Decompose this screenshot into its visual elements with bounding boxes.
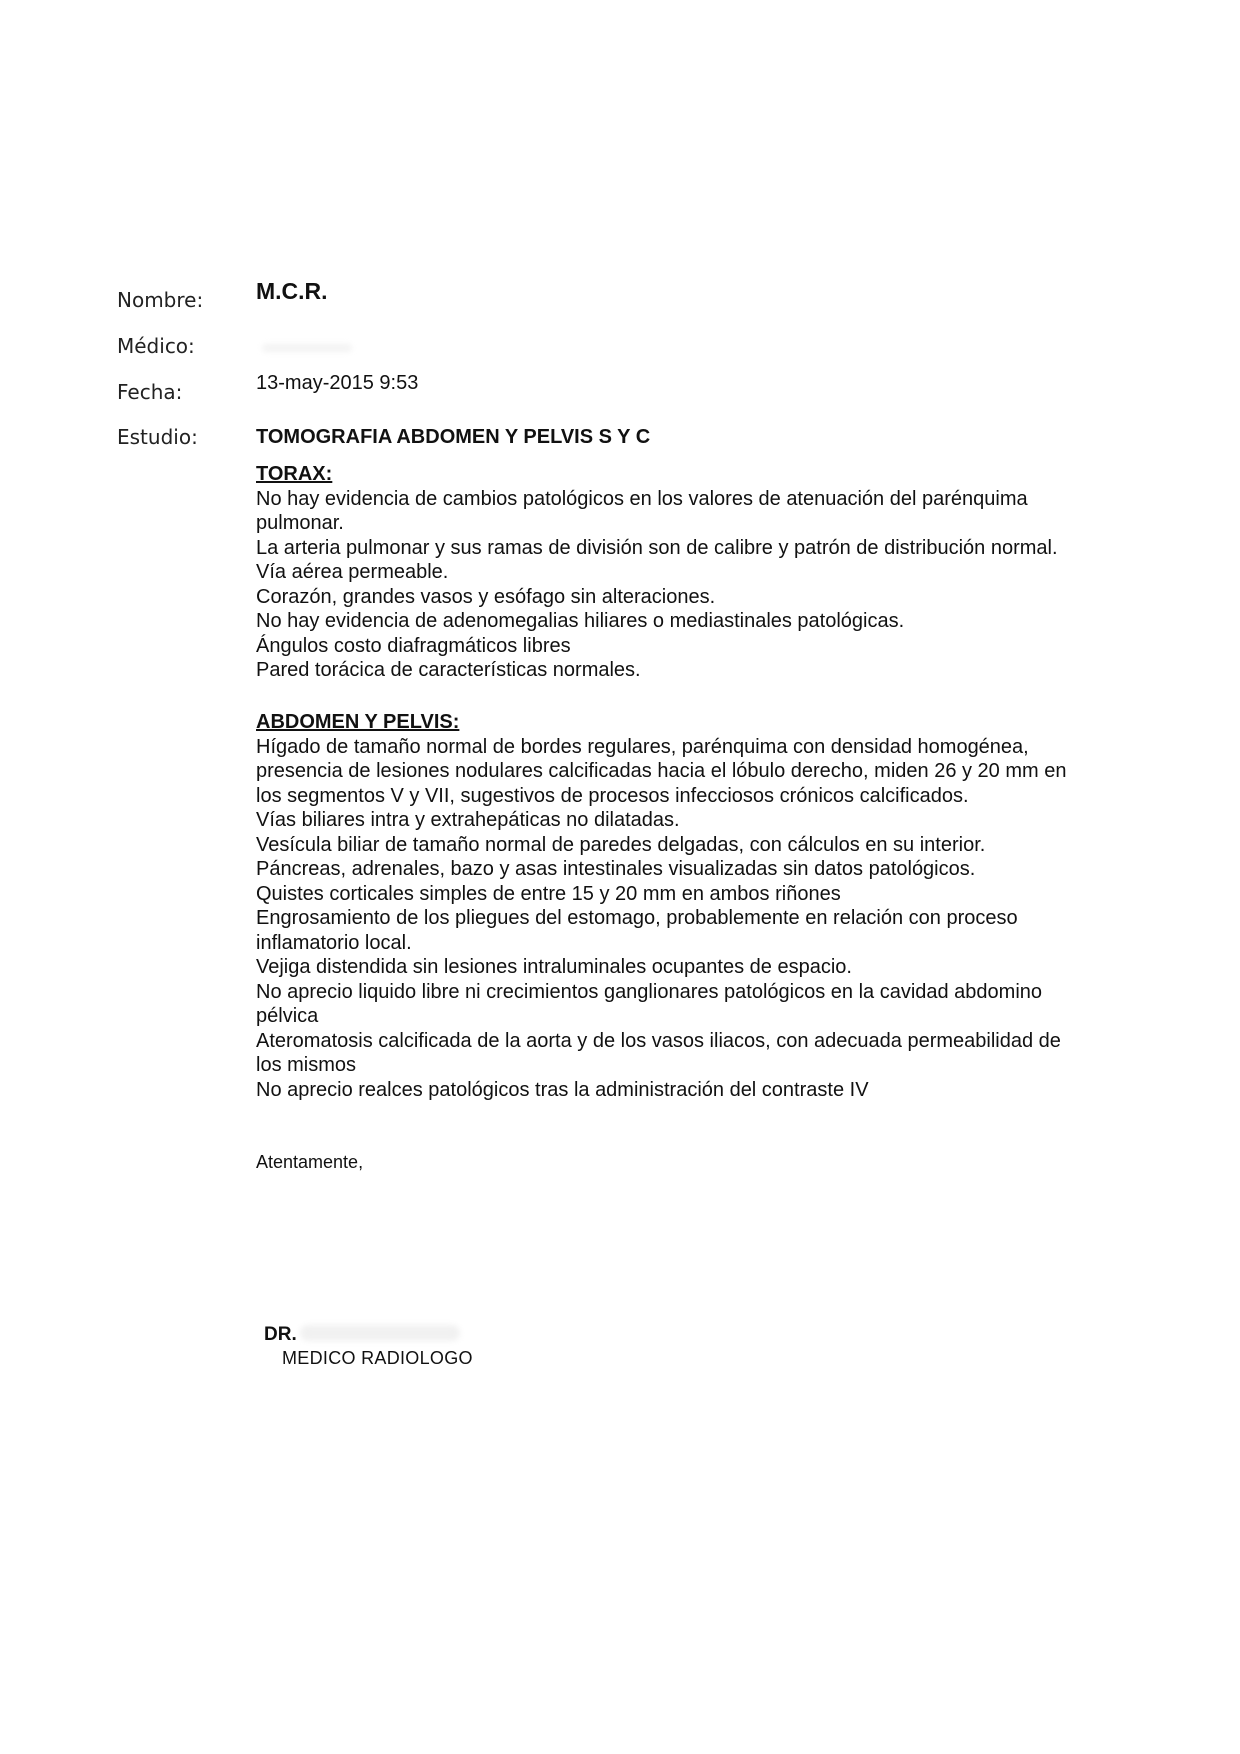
torax-line: La arteria pulmonar y sus ramas de división son de calibre y patrón de distribución normal. xyxy=(256,536,1058,559)
closing-text: Atentamente, xyxy=(256,1152,364,1172)
abdomen-line: No aprecio realces patológicos tras la administración del contraste IV xyxy=(256,1078,869,1101)
signature-prefix: DR. xyxy=(264,1324,297,1345)
abdomen-section xyxy=(256,710,1156,1102)
torax-line: Pared torácica de características normales. xyxy=(256,659,641,681)
torax-line: Ángulos costo diafragmáticos libres xyxy=(256,634,571,657)
abdomen-line: Vías biliares intra y extrahepáticas no dilatadas. xyxy=(256,809,680,831)
torax-line: No hay evidencia de adenomegalias hiliares o mediastinales patológicas. xyxy=(256,610,905,632)
abdomen-line: Vesícula biliar de tamaño normal de paredes delgadas, con cálculos en su interior. xyxy=(256,833,986,856)
redacted-doctor-name xyxy=(262,344,352,352)
abdomen-title: ABDOMEN Y PELVIS: xyxy=(256,711,460,733)
abdomen-line: Quistes corticales simples de entre 15 y 20 mm en ambos riñones xyxy=(256,882,841,905)
nombre-label: Nombre: xyxy=(117,288,204,312)
abdomen-line: los segmentos V y VII, sugestivos de procesos infecciosos crónicos calcificados. xyxy=(256,784,969,807)
torax-line: Corazón, grandes vasos y esófago sin alteraciones. xyxy=(256,585,716,608)
torax-line: pulmonar. xyxy=(256,512,344,534)
abdomen-line: pélvica xyxy=(256,1005,319,1027)
study-name: TOMOGRAFIA ABDOMEN Y PELVIS S Y C xyxy=(256,426,651,448)
abdomen-line: inflamatorio local. xyxy=(256,931,412,954)
estudio-label: Estudio: xyxy=(117,425,198,449)
abdomen-line: Ateromatosis calcificada de la aorta y de los vasos iliacos, con adecuada permeabilidad de xyxy=(256,1029,1061,1052)
abdomen-line: Páncreas, adrenales, bazo y asas intestinales visualizadas sin datos patológicos. xyxy=(256,858,976,880)
torax-line: Vía aérea permeable. xyxy=(256,561,449,583)
abdomen-line: Engrosamiento de los pliegues del estomago, probablemente en relación con proceso xyxy=(256,907,1018,929)
torax-section xyxy=(256,462,1156,683)
abdomen-line: Vejiga distendida sin lesiones intraluminales ocupantes de espacio. xyxy=(256,956,852,978)
abdomen-line: No aprecio liquido libre ni crecimientos ganglionares patológicos en la cavidad abdomino xyxy=(256,980,1043,1003)
patient-name: M.C.R. xyxy=(256,278,328,304)
torax-line: No hay evidencia de cambios patológicos en los valores de atenuación del parénquima xyxy=(256,487,1028,510)
abdomen-line: Hígado de tamaño normal de bordes regulares, parénquima con densidad homogénea, xyxy=(256,735,1029,758)
medico-label: Médico: xyxy=(117,334,195,358)
signature-role: MEDICO RADIOLOGO xyxy=(282,1348,473,1368)
fecha-label: Fecha: xyxy=(117,380,183,404)
abdomen-line: los mismos xyxy=(256,1054,357,1076)
abdomen-line: presencia de lesiones nodulares calcificadas hacia el lóbulo derecho, miden 26 y 20 mm en xyxy=(256,760,1067,782)
redacted-signature-name xyxy=(300,1325,460,1341)
torax-title: TORAX: xyxy=(256,463,333,485)
study-date: 13-may-2015 9:53 xyxy=(256,372,419,394)
